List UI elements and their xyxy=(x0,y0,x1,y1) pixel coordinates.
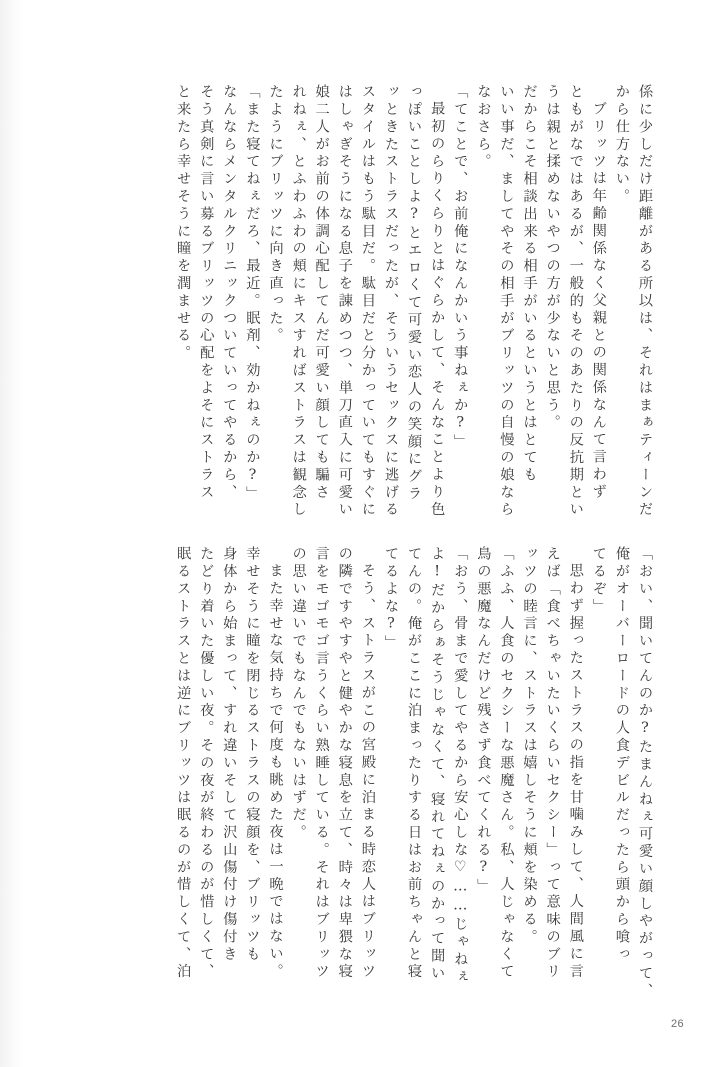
text-column: 「おう、骨まで愛してやるから安心しな♡……じゃねぇ xyxy=(452,546,469,987)
text-column: ッツの睦言に、ストラスは嬉しそうに頬を染める。 xyxy=(521,546,538,947)
text-column: はしゃぎそうになる息子を諌めつつ、単刀直入に可愛い xyxy=(336,84,353,519)
text-column: れねぇ、とふわふわの頬にキスすればストラスは観念し xyxy=(290,84,307,519)
text-column: っぽいことしよ?とエロくて可愛い恋人の笑顔にグラ xyxy=(406,84,423,504)
text-column: 「ふふ、人食のセクシーな悪魔さん。私、人じゃなくて xyxy=(498,546,515,981)
text-column: だからこそ相談出来る相手がいるというとはとても xyxy=(521,84,538,485)
upper-text-block xyxy=(100,84,653,519)
text-column: ッときたストラスだったが、そういうセックスに逃げる xyxy=(382,84,399,519)
text-column: 幸せそうに瞳を閉じるストラスの寝顔を、ブリッツも xyxy=(244,546,261,964)
text-column: よ!だからぁそうじゃなくて、寝れてねぇのかって聞い xyxy=(429,546,446,983)
text-column: の隣ですやすやと健やかな寝息を立て、時々は卑猥な寝 xyxy=(336,546,353,981)
text-column: 係に少しだけ距離がある所以は、それはまぁティーンだ xyxy=(637,84,653,519)
text-column: の思い違いでもなんでもないはずだ。 xyxy=(290,546,307,842)
page-number: 26 xyxy=(670,1018,684,1030)
text-column: てるぞ」 xyxy=(590,546,607,616)
text-column: 眠るストラスとは逆にブリッツは眠るのが惜しくて、泊 xyxy=(175,546,192,981)
text-column: スタイルはもう駄目だ。駄目だと分かっていてもすぐに xyxy=(359,84,376,519)
text-column: ともがなではあるが、一般的もそのあたりの反抗期とい xyxy=(567,84,584,519)
text-column: 「てことで、お前俺になんかいう事ねぇか?」 xyxy=(452,84,469,452)
lower-text-block xyxy=(100,546,653,1001)
text-column: また幸せな気持ちで何度も眺めた夜は一晩ではない。 xyxy=(267,563,284,981)
text-column: 「また寝てねぇだろ、最近。眠剤、効かねぇのか?」 xyxy=(244,84,261,504)
text-column: と来たら幸せそうに瞳を潤ませる。 xyxy=(175,84,192,363)
text-column: てるよな?」 xyxy=(382,546,399,653)
text-column: いい事だ、ましてやその相手がブリッツの自慢の娘なら xyxy=(498,84,515,519)
text-column: てんの。俺がここに泊まったりする日はお前ちゃんと寝 xyxy=(406,546,423,981)
text-column: たようにブリッツに向き直った。 xyxy=(267,84,284,345)
text-column: 言をモゴモゴ言うくらい熟睡している。それはブリッツ xyxy=(313,546,330,981)
text-column: 「おい、聞いてんのか?たまんねぇ可愛い顔しやがって、 xyxy=(637,546,653,1001)
text-column: ブリッツは年齢関係なく父親との関係なんて言わず xyxy=(590,101,607,502)
text-column: そう真剣に言い募るブリッツの心配をよそにストラス xyxy=(198,84,215,502)
text-column: なおさら。 xyxy=(475,84,492,171)
text-column: 鳥の悪魔なんだけど残さず食べてくれる?」 xyxy=(475,546,492,896)
text-column: うは親と揉めないやつの方が少ないと思う。 xyxy=(544,84,561,432)
text-column: なんならメンタルクリニックついていってやるから、 xyxy=(221,84,238,502)
text-column: から仕方ない。 xyxy=(613,84,630,206)
page-gutter-shading xyxy=(0,0,26,1067)
text-column: たどり着いた優しい夜。その夜が終わるのが惜しくて、 xyxy=(198,546,215,981)
text-column: 娘二人がお前の体調心配してんだ可愛い顔しても騙さ xyxy=(313,84,330,502)
text-column: 最初のらりくらりとはぐらかして、そんなことより色 xyxy=(429,101,446,519)
text-column: 身体から始まって、すれ違いそして沢山傷付け傷付き xyxy=(221,546,238,964)
text-column: 俺がオーバーロードの人食デビルだったら頭から喰っ xyxy=(613,546,630,964)
text-column: そう、ストラスがこの宮殿に泊まる時恋人はブリッツ xyxy=(359,563,376,981)
text-column: 思わず握ったストラスの指を甘噛みして、人間風に言 xyxy=(567,563,584,981)
text-column: えば「食べちゃいたいくらいセクシー」って意味のブリ xyxy=(544,546,561,981)
